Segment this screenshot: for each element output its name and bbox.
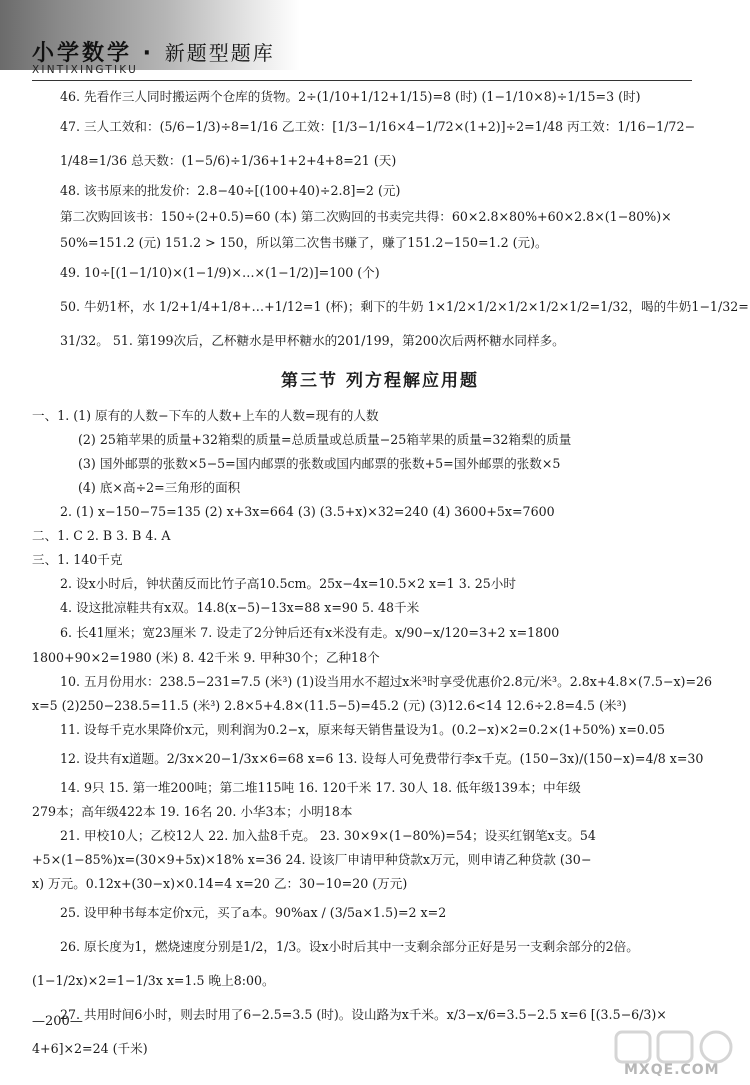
answer-line: 26. 原长度为1，燃烧速度分别是1/2，1/3。设x小时后其中一支剩余部分正好是另一支剩余部分的2倍。 bbox=[60, 939, 639, 954]
answer-line: (3) 国外邮票的张数×5−5=国内邮票的张数或国内邮票的张数+5=国外邮票的张数×5 bbox=[78, 456, 561, 471]
header-rule bbox=[32, 80, 692, 81]
section-title: 第三节 列方程解应用题 bbox=[281, 371, 479, 391]
series-subtitle: 新题型题库 bbox=[164, 41, 275, 65]
answer-line: 一、1. (1) 原有的人数−下车的人数+上车的人数=现有的人数 bbox=[32, 408, 379, 423]
answer-line: 25. 设甲种书每本定价x元，买了a本。90%ax / (3/5a×1.5)=2 x=2 bbox=[60, 905, 447, 920]
answer-line: 4. 设这批凉鞋共有x双。14.8(x−5)−13x=88 x=90 5. 48千米 bbox=[60, 600, 420, 615]
answer-line: 279本；高年级422本 19. 16名 20. 小华3本；小明18本 bbox=[32, 804, 353, 819]
text-line: 1/48=1/36 总天数：(1−5/6)÷1/36+1+2+4+8=21 (天) bbox=[60, 153, 397, 168]
series-pinyin: XINTIXINGTIKU bbox=[32, 64, 138, 76]
page-header bbox=[0, 0, 750, 90]
answer-line: 12. 设共有x道题。2/3x×20−1/3x×6=68 x=6 13. 设每人可免费带行李x千克。(150−3x)/(150−x)=4/8 x=30 bbox=[60, 751, 704, 766]
text-line: 47. 三人工效和：(5/6−1/3)÷8=1/16 乙工效：[1/3−1/16×4−1/72×(1+2)]÷2=1/48 丙工效：1/16−1/72− bbox=[60, 119, 696, 134]
answer-line: 三、1. 140千克 bbox=[32, 552, 123, 567]
text-line: 50%=151.2 (元) 151.2 > 150，所以第二次售书赚了，赚了151.2−150=1.2 (元)。 bbox=[60, 235, 548, 250]
page-content bbox=[32, 84, 749, 1066]
answer-line: 6. 长41厘米；宽23厘米 7. 设走了2分钟后还有x米没有走。x/90−x/120=3+2 x=1800 bbox=[60, 625, 560, 640]
answer-line: 4+6]×2=24 (千米) bbox=[32, 1041, 148, 1056]
series-separator: · bbox=[132, 41, 165, 66]
answer-line: 11. 设每千克水果降价x元，则利润为0.2−x，原来每天销售量设为1。(0.2−x)×2=0.2×(1+50%) x=0.05 bbox=[60, 722, 665, 737]
answer-line: 1800+90×2=1980 (米) 8. 42千米 9. 甲种30个；乙种18个 bbox=[32, 650, 380, 665]
page-number: —200— bbox=[32, 1014, 83, 1029]
answer-line: 2. 设x小时后，钟状菌反而比竹子高10.5cm。25x−4x=10.5×2 x=1 3. 25小时 bbox=[60, 576, 516, 591]
text-line: 49. 10÷[(1−1/10)×(1−1/9)×…×(1−1/2)]=100 (个) bbox=[60, 265, 380, 280]
text-line: 48. 该书原来的批发价：2.8−40÷[(100+40)÷2.8]=2 (元) bbox=[60, 183, 401, 198]
text-line: 31/32。 51. 第199次后，乙杯糖水是甲杯糖水的201/199，第200次后两杯糖水同样多。 bbox=[60, 333, 565, 348]
answer-line: 21. 甲校10人；乙校12人 22. 加入盐8千克。 23. 30×9×(1−80%)=54；设买红钢笔x支。54 bbox=[60, 828, 596, 843]
text-line: 第二次购回该书：150÷(2+0.5)=60 (本) 第二次购回的书卖完共得：60×2.8×80%+60×2.8×(1−80%)× bbox=[60, 209, 672, 224]
answer-line: (4) 底×高÷2=三角形的面积 bbox=[78, 480, 241, 495]
answer-line: 二、1. C 2. B 3. B 4. A bbox=[32, 528, 171, 543]
answer-line: 14. 9只 15. 第一堆200吨；第二堆115吨 16. 120千米 17. 30人 18. 低年级139本；中年级 bbox=[60, 780, 581, 795]
answer-line: (1−1/2x)×2=1−1/3x x=1.5 晚上8:00。 bbox=[32, 973, 275, 988]
answer-line: x=5 (2)250−238.5=11.5 (米³) 2.8×5+4.8×(11.5−5)=45.2 (元) (3)12.6<14 12.6÷2.8=4.5 (米³) bbox=[32, 698, 627, 713]
answer-line: 2. (1) x−150−75=135 (2) x+3x=664 (3) (3.5+x)×32=240 (4) 3600+5x=7600 bbox=[60, 504, 555, 519]
answer-line: 10. 五月份用水：238.5−231=7.5 (米³) (1)设当用水不超过x米³时享受优惠价2.8元/米³。2.8x+4.8×(7.5−x)=26 bbox=[60, 674, 713, 689]
text-line: 50. 牛奶1杯，水 1/2+1/4+1/8+…+1/12=1 (杯)；剩下的牛奶 1×1/2×1/2×1/2×1/2×1/2=1/32，喝的牛奶1−1/32= bbox=[60, 299, 749, 314]
text-line: 46. 先看作三人同时搬运两个仓库的货物。2÷(1/10+1/12+1/15)=8 (时) (1−1/10×8)÷1/15=3 (时) bbox=[60, 89, 641, 104]
watermark-text: MXQE.COM bbox=[624, 1062, 720, 1078]
answer-line: x) 万元。0.12x+(30−x)×0.14=4 x=20 乙：30−10=20 (万元) bbox=[32, 876, 408, 891]
answer-line: +5×(1−85%)x=(30×9+5x)×18% x=36 24. 设该厂申请甲种贷款x万元，则申请乙种贷款 (30− bbox=[32, 852, 592, 867]
series-name: 小学数学 bbox=[32, 41, 133, 66]
answer-line: 27. 共用时间6小时，则去时用了6−2.5=3.5 (时)。设山路为x千米。x/3−x/6=3.5−2.5 x=6 [(3.5−6/3)× bbox=[60, 1007, 667, 1022]
answer-line: (2) 25箱苹果的质量+32箱梨的质量=总质量或总质量−25箱苹果的质量=32箱梨的质量 bbox=[78, 432, 572, 447]
series-title bbox=[32, 36, 275, 67]
